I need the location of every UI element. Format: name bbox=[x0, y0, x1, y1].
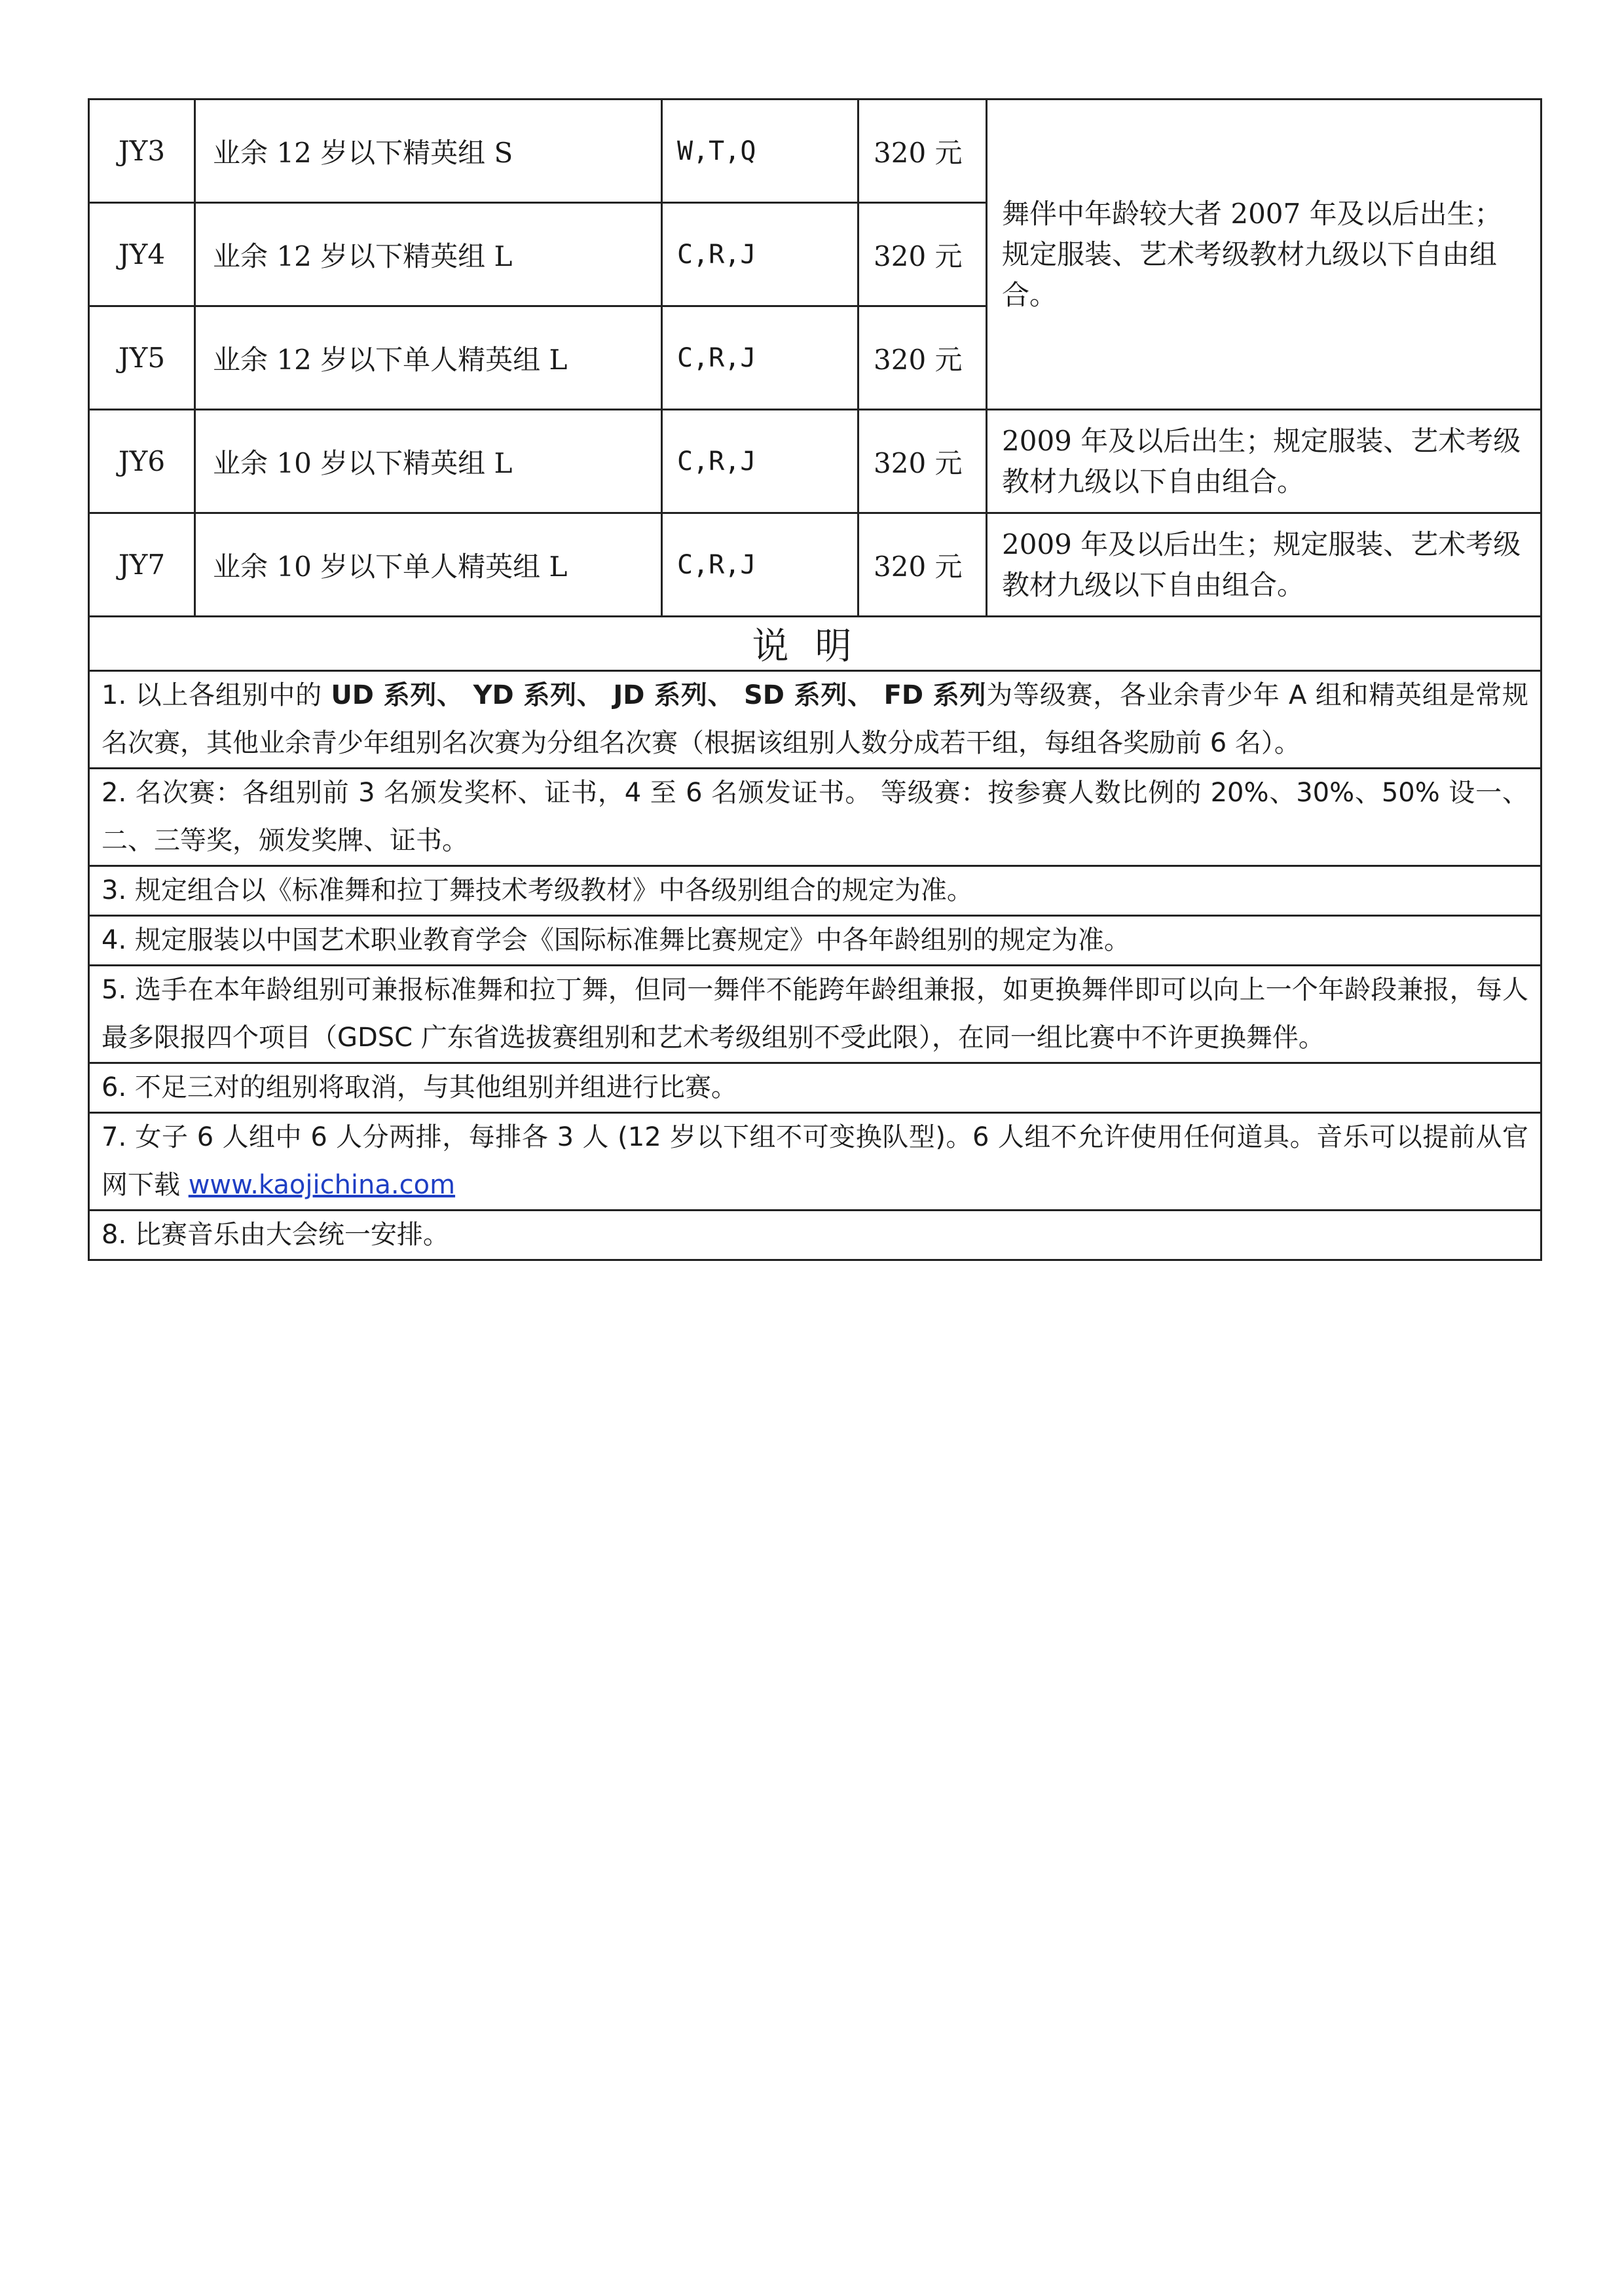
website-link[interactable]: www.kaojichina.com bbox=[188, 1170, 456, 1200]
note-7 bbox=[89, 1113, 1541, 1211]
note-7-text: 7. 女子 6 人组中 6 人分两排，每排各 3 人 (12 岁以下组不可变换队型)。6 人组不允许使用任何道具。音乐可以提前从官网下载 bbox=[101, 1122, 1528, 1200]
group-name: 业余 12 岁以下单人精英组 L bbox=[195, 306, 662, 410]
entry-fee: 320 元 bbox=[858, 100, 987, 203]
note-row bbox=[89, 916, 1541, 966]
note-1-series: UD 系列、 YD 系列、 JD 系列、 SD 系列、 FD 系列 bbox=[331, 680, 987, 710]
dance-items: C,R,J bbox=[662, 306, 858, 410]
entry-fee: 320 元 bbox=[858, 203, 987, 306]
notes-header-row bbox=[89, 617, 1541, 671]
note-row bbox=[89, 866, 1541, 916]
table-row bbox=[89, 100, 1541, 203]
dance-items: C,R,J bbox=[662, 203, 858, 306]
note-2: 2. 名次赛：各组别前 3 名颁发奖杯、证书，4 至 6 名颁发证书。 等级赛：按参赛人数比例的 20%、30%、50% 设一、二、三等奖，颁发奖牌、证书。 bbox=[89, 769, 1541, 866]
group-code: JY7 bbox=[89, 513, 195, 617]
note-8: 8. 比赛音乐由大会统一安排。 bbox=[89, 1211, 1541, 1260]
requirement: 2009 年及以后出生；规定服装、艺术考级教材九级以下自由组合。 bbox=[987, 410, 1541, 513]
group-code: JY4 bbox=[89, 203, 195, 306]
group-name: 业余 12 岁以下精英组 S bbox=[195, 100, 662, 203]
note-1-suffix: 为等级赛，各业余青少年 A 组和精英组是常规名次赛，其他业余青少年组别名次赛为分组名次赛（根据该组别人数分成若干组，每组各奖励前 6 名）。 bbox=[101, 680, 1528, 758]
requirement: 2009 年及以后出生；规定服装、艺术考级教材九级以下自由组合。 bbox=[987, 513, 1541, 617]
note-row bbox=[89, 671, 1541, 769]
note-3: 3. 规定组合以《标准舞和拉丁舞技术考级教材》中各级别组合的规定为准。 bbox=[89, 866, 1541, 916]
group-name: 业余 10 岁以下单人精英组 L bbox=[195, 513, 662, 617]
group-code: JY5 bbox=[89, 306, 195, 410]
note-1-prefix: 1. 以上各组别中的 bbox=[101, 680, 331, 710]
group-name: 业余 12 岁以下精英组 L bbox=[195, 203, 662, 306]
requirement-merged: 舞伴中年龄较大者 2007 年及以后出生；规定服装、艺术考级教材九级以下自由组合。 bbox=[987, 100, 1541, 410]
note-1 bbox=[89, 671, 1541, 769]
dance-items: C,R,J bbox=[662, 410, 858, 513]
entry-fee: 320 元 bbox=[858, 410, 987, 513]
note-row bbox=[89, 769, 1541, 866]
entry-fee: 320 元 bbox=[858, 513, 987, 617]
note-5: 5. 选手在本年龄组别可兼报标准舞和拉丁舞，但同一舞伴不能跨年龄组兼报，如更换舞伴即可以向上一个年龄段兼报，每人最多限报四个项目（GDSC 广东省选拔赛组别和艺术考级组别不受此限），在同一组比赛中不许更换舞伴。 bbox=[89, 966, 1541, 1063]
note-row bbox=[89, 1063, 1541, 1113]
note-6: 6. 不足三对的组别将取消，与其他组别并组进行比赛。 bbox=[89, 1063, 1541, 1113]
note-row bbox=[89, 1113, 1541, 1211]
table-row bbox=[89, 410, 1541, 513]
competition-table bbox=[88, 98, 1542, 1261]
group-code: JY6 bbox=[89, 410, 195, 513]
notes-title: 说明 bbox=[89, 617, 1541, 671]
note-row bbox=[89, 1211, 1541, 1260]
group-code: JY3 bbox=[89, 100, 195, 203]
dance-items: C,R,J bbox=[662, 513, 858, 617]
entry-fee: 320 元 bbox=[858, 306, 987, 410]
table-row bbox=[89, 513, 1541, 617]
group-name: 业余 10 岁以下精英组 L bbox=[195, 410, 662, 513]
note-row bbox=[89, 966, 1541, 1063]
note-4: 4. 规定服装以中国艺术职业教育学会《国际标准舞比赛规定》中各年龄组别的规定为准。 bbox=[89, 916, 1541, 966]
dance-items: W,T,Q bbox=[662, 100, 858, 203]
